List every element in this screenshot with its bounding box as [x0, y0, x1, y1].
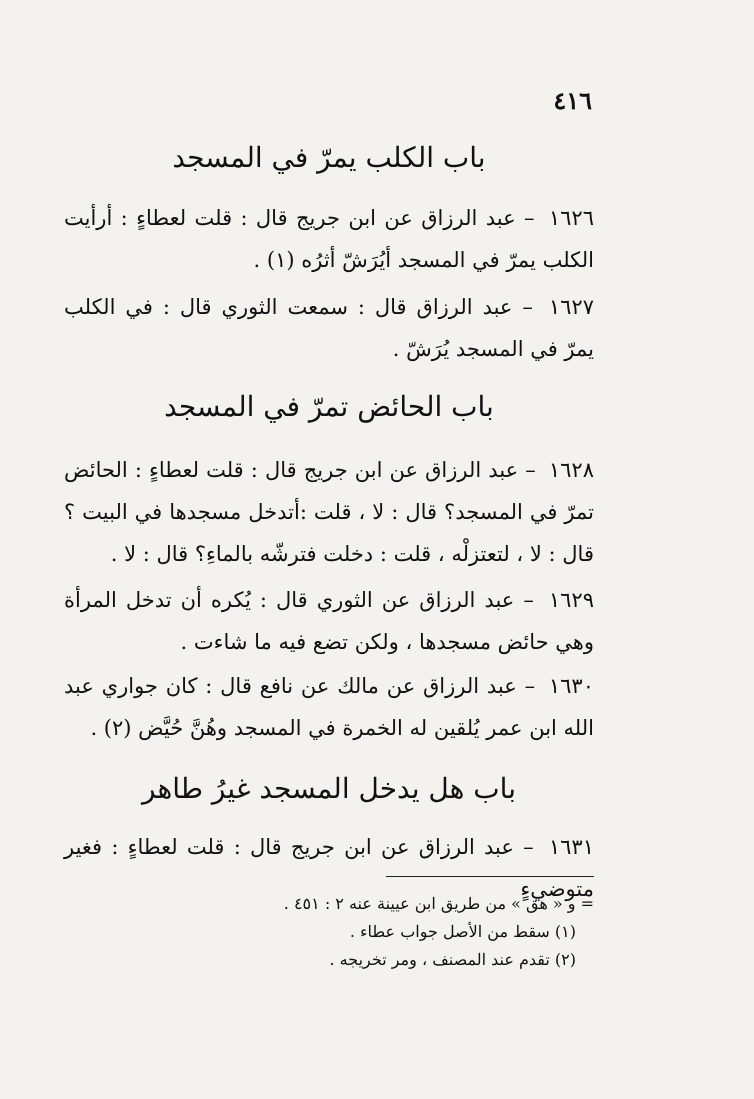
entry-text: – عبد الرزاق عن الثوري قال : يُكره أن تدخل المرأة وهي حائض مسجدها ، ولكن تضع فيه ما شاءت . [64, 588, 594, 654]
chapter-title-impure: باب هل يدخل المسجد غيرُ طاهر [142, 772, 516, 805]
entry-text: – عبد الرزاق عن مالك عن نافع قال : كان جواري عبد الله ابن عمر يُلقين له الخمرة في المسجد وهُنَّ حُيَّض (٢) . [64, 674, 594, 740]
entry-1629 [64, 579, 594, 663]
entry-1627 [64, 286, 594, 370]
chapter-title-menstruating: باب الحائض تمرّ في المسجد [164, 390, 494, 423]
page-number: ٤١٦ [553, 86, 592, 115]
footnote-2: (٢) تقدم عند المصنف ، ومر تخريجه . [329, 950, 576, 969]
entry-text: – عبد الرزاق عن ابن جريج قال : قلت لعطاءٍ : الحائض تمرّ في المسجد؟ قال : لا ، قلت :أتدخل مسجدها في البيت ؟ قال : لا ، لتعتزلْه ، قلت : دخلت فترشّه بالماءِ؟ قال : لا . [64, 458, 594, 566]
chapter-title-dog: باب الكلب يمرّ في المسجد [172, 141, 486, 174]
entry-number: ١٦٢٦ [548, 206, 594, 230]
footnote-divider [386, 876, 594, 877]
entry-text: – عبد الرزاق قال : سمعت الثوري قال : في الكلب يمرّ في المسجد يُرَشّ . [64, 295, 594, 361]
entry-1626 [64, 197, 594, 281]
entry-1628 [64, 449, 594, 575]
entry-number: ١٦٢٩ [548, 588, 594, 612]
entry-text: – عبد الرزاق عن ابن جريج قال : قلت لعطاءٍ : أرأيت الكلب يمرّ في المسجد أيُرَشّ أثرُه (١) . [64, 206, 594, 272]
footnote-1: (١) سقط من الأصل جواب عطاء . [349, 922, 576, 941]
entry-number: ١٦٢٨ [548, 458, 594, 482]
entry-number: ١٦٢٧ [548, 295, 594, 319]
entry-number: ١٦٣٠ [548, 674, 594, 698]
entry-number: ١٦٣١ [548, 835, 594, 859]
footnotes [64, 890, 594, 974]
entry-1630 [64, 665, 594, 749]
footnote-continuation: = و « هق » من طريق ابن عيينة عنه ٢ : ٤٥١ . [283, 894, 594, 913]
entry-text: – عبد الرزاق عن ابن جريج قال : قلت لعطاءٍ : فغير متوضيءٍ [64, 835, 594, 901]
